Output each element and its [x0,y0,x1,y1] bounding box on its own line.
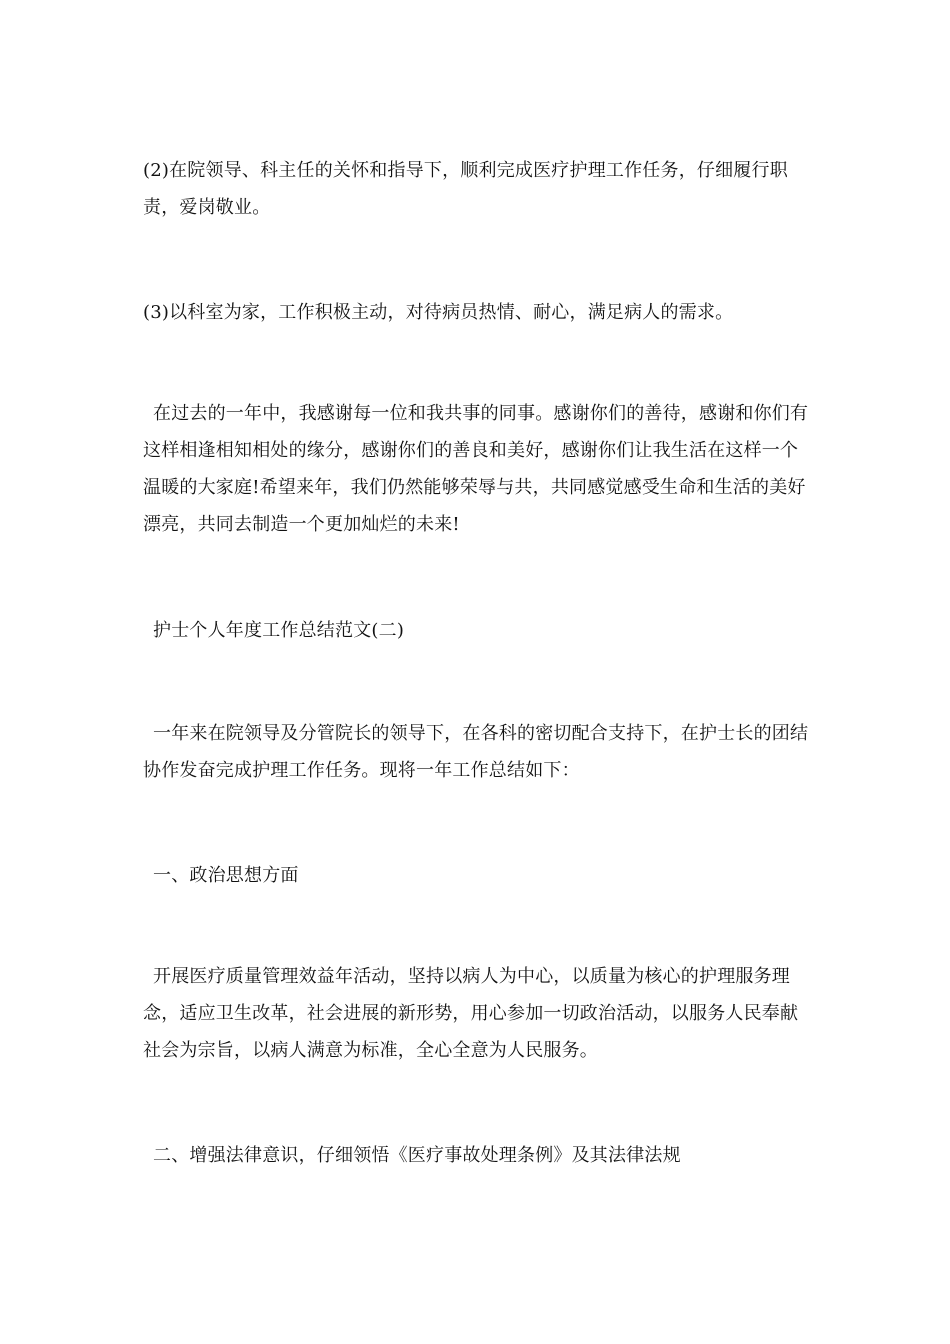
paragraph-thanks-colleagues: 在过去的一年中，我感谢每一位和我共事的同事。感谢你们的善待，感谢和你们有这样相逢相知相处的缘分，感谢你们的善良和美好，感谢你们让我生活在这样一个温暖的大家庭!希望来年，我们仍然能够荣辱与共，共同感觉感受生命和生活的美好漂亮，共同去制造一个更加灿烂的未来! [143,403,809,535]
paragraph-quality-management: 开展医疗质量管理效益年活动，坚持以病人为中心，以质量为核心的护理服务理念，适应卫生改革，社会进展的新形势，用心参加一切政治活动，以服务人民奉献社会为宗旨，以病人满意为标准，全心全意为人民服务。 [143,966,799,1061]
heading-legal-awareness: 二、增强法律意识，仔细领悟《医疗事故处理条例》及其法律法规 [153,1145,681,1166]
heading-political-thought: 一、政治思想方面 [153,865,299,886]
paragraph-duty-fulfillment: (2)在院领导、科主任的关怀和指导下，顺利完成医疗护理工作任务，仔细履行职责，爱岗敬业。 [143,160,788,218]
section-title-summary-two: 护士个人年度工作总结范文(二) [153,620,405,641]
paragraph-intro: 一年来在院领导及分管院长的领导下，在各科的密切配合支持下，在护士长的团结协作发奋完成护理工作任务。现将一年工作总结如下： [143,723,809,781]
paragraph-department-as-home: (3)以科室为家，工作积极主动，对待病员热情、耐心，满足病人的需求。 [143,302,734,323]
